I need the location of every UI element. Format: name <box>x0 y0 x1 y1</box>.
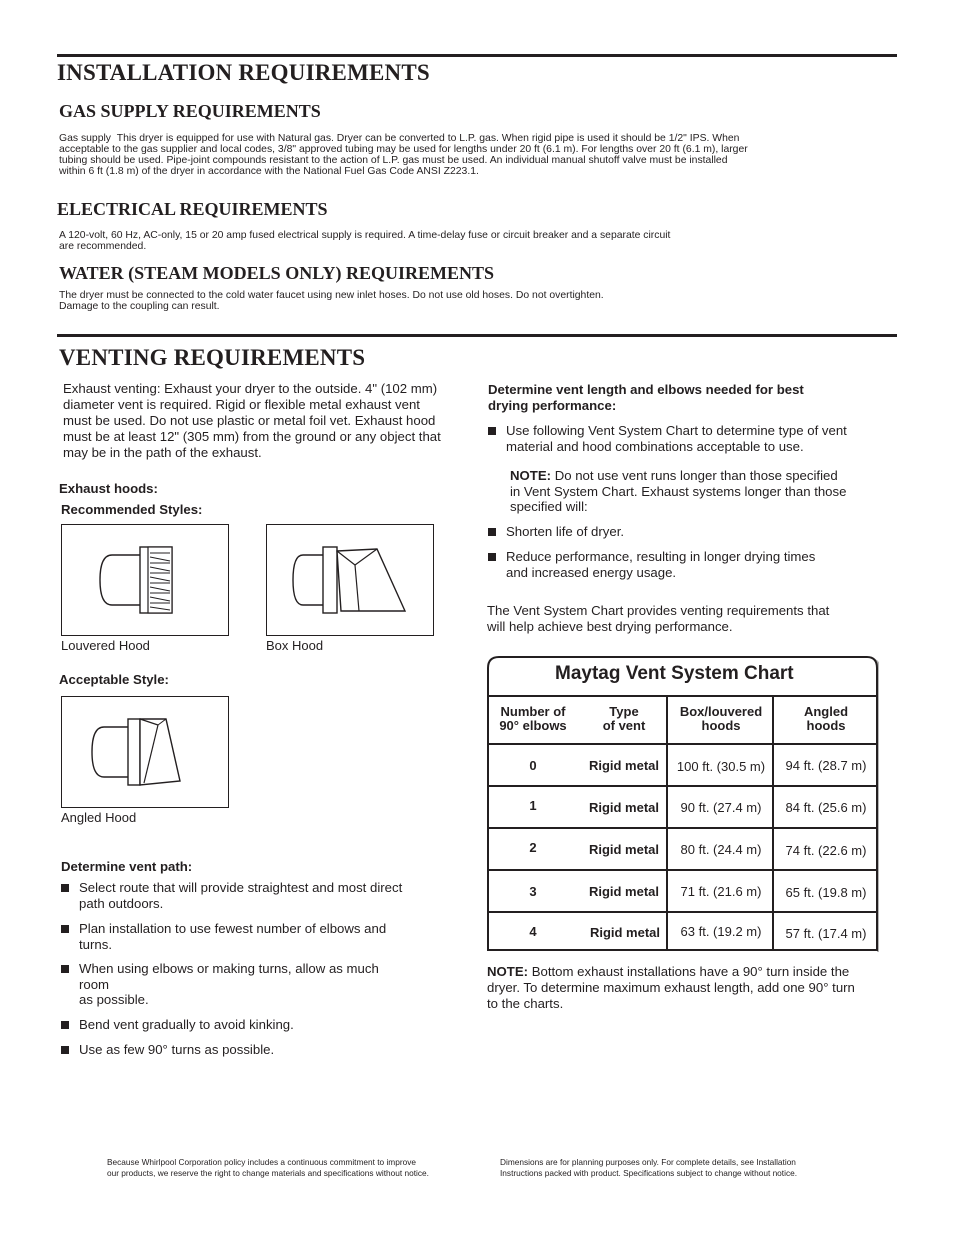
header-line: Number of <box>500 704 566 719</box>
chart-cell-box-louvered: 63 ft. (19.2 m) <box>680 924 762 939</box>
water-line-1: Damage to the coupling can result. <box>59 301 220 312</box>
bullet-text <box>506 549 815 580</box>
footer-line: our products, we reserve the right to change materials and specifications without notice. <box>107 1167 429 1178</box>
bullet-square-icon <box>61 1046 69 1054</box>
chart-intro-line: will help achieve best drying performance. <box>487 619 733 634</box>
gas-heading: GAS SUPPLY REQUIREMENTS <box>59 101 321 121</box>
bullet-line: Plan installation to use fewest number of elbows and <box>79 921 387 936</box>
bullet-square-icon <box>61 884 69 892</box>
chart-header-type <box>580 705 668 733</box>
gas-lead: Gas supply <box>59 133 111 144</box>
gas-line-0 <box>59 133 739 144</box>
vent-path-bullet-4 <box>61 1042 461 1060</box>
chart-cell-elbows: 4 <box>529 924 537 939</box>
angled-hood-image <box>61 696 229 808</box>
note-line: to the charts. <box>487 996 564 1011</box>
vent-length-bullet-0 <box>488 423 888 457</box>
chart-cell-angled: 74 ft. (22.6 m) <box>785 843 867 858</box>
vent-length-bullet-2 <box>488 549 888 583</box>
water-line-0: The dryer must be connected to the cold water faucet using new inlet hoses. Do not use old hoses. Do not overtighten. <box>59 290 604 301</box>
note-line: dryer. To determine maximum exhaust length, add one 90° turn <box>487 980 855 995</box>
chart-header-box-louvered <box>668 705 774 733</box>
recommended-styles-label: Recommended Styles: <box>61 502 203 517</box>
chart-cell-type: Rigid metal <box>588 884 660 899</box>
chart-cell-angled: 94 ft. (28.7 m) <box>785 758 867 773</box>
bullet-line: as possible. <box>79 992 149 1007</box>
chart-cell-elbows: 1 <box>529 798 537 813</box>
bullet-line: Select route that will provide straightest and most direct <box>79 880 403 895</box>
chart-cell-box-louvered: 100 ft. (30.5 m) <box>676 759 766 774</box>
header-line: Box/louvered <box>679 704 763 719</box>
angled-hood-caption: Angled Hood <box>61 810 137 825</box>
bullet-text <box>79 880 402 911</box>
intro-line-4: may be in the path of the exhaust. <box>63 445 262 460</box>
header-line: hoods <box>806 718 846 733</box>
bullet-text <box>506 423 847 454</box>
chart-cell-box-louvered: 90 ft. (27.4 m) <box>680 800 762 815</box>
box-hood-caption: Box Hood <box>266 638 324 653</box>
note-line: in Vent System Chart. Exhaust systems longer than those <box>510 483 847 499</box>
chart-cell-elbows: 2 <box>529 840 537 855</box>
chart-header-elbows <box>489 705 577 733</box>
box-hood-image <box>266 524 434 636</box>
chart-cell-box-louvered: 71 ft. (21.6 m) <box>680 884 762 899</box>
bullet-text: Shorten life of dryer. <box>506 524 625 539</box>
header-line: Angled <box>803 704 849 719</box>
vent-path-bullet-0 <box>61 880 461 914</box>
footer-line: Instructions packed with product. Specifications subject to change without notice. <box>500 1167 798 1178</box>
bullet-text <box>79 921 386 952</box>
note-line: Do not use vent runs longer than those specified <box>551 468 838 483</box>
installation-title: INSTALLATION REQUIREMENTS <box>57 60 430 85</box>
chart-cell-box-louvered: 80 ft. (24.4 m) <box>680 842 762 857</box>
bullet-line: material and hood combinations acceptable to use. <box>506 438 804 454</box>
chart-header-angled <box>774 705 878 733</box>
electrical-line-1: are recommended. <box>59 241 147 252</box>
intro-line-0: Exhaust venting: Exhaust your dryer to the outside. 4" (102 mm) <box>63 381 438 396</box>
chart-cell-angled: 84 ft. (25.6 m) <box>785 800 867 815</box>
bullet-square-icon <box>61 965 69 973</box>
electrical-heading: ELECTRICAL REQUIREMENTS <box>57 199 328 219</box>
electrical-line-0: A 120-volt, 60 Hz, AC-only, 15 or 20 amp fused electrical supply is required. A time-delay fuse or circuit breaker and a separate circuit <box>59 230 671 241</box>
vent-length-bullet-1 <box>488 524 888 542</box>
chart-cell-elbows: 0 <box>529 758 537 773</box>
vent-length-heading <box>488 382 888 414</box>
footer-line: Because Whirlpool Corporation policy includes a continuous commitment to improve <box>107 1157 416 1167</box>
footer-left <box>107 1157 429 1178</box>
vent-path-bullet-2 <box>61 961 461 1011</box>
header-line: of vent <box>602 718 646 733</box>
bullet-square-icon <box>61 925 69 933</box>
gas-line-1: acceptable to the gas supplier and local codes, 3/8" approved tubing may be used for lengths under 20 ft (6.1 m). For lengths over 20 ft (6.1 m), larger <box>59 144 748 155</box>
vent-path-bullet-3 <box>61 1017 461 1035</box>
header-line: hoods <box>701 718 741 733</box>
venting-title: VENTING REQUIREMENTS <box>59 345 366 370</box>
bullet-text: Use as few 90° turns as possible. <box>79 1042 275 1057</box>
bullet-square-icon <box>488 427 496 435</box>
chart-cell-angled: 57 ft. (17.4 m) <box>785 926 867 941</box>
note-label: NOTE: <box>510 468 552 483</box>
bullet-line: turns. <box>79 936 112 952</box>
heading-line: drying performance: <box>488 398 617 413</box>
chart-title: Maytag Vent System Chart <box>555 663 794 684</box>
bullet-square-icon <box>61 1021 69 1029</box>
header-line: 90° elbows <box>499 718 567 733</box>
louvered-hood-image <box>61 524 229 636</box>
exhaust-hoods-label: Exhaust hoods: <box>59 481 158 496</box>
note-line: Bottom exhaust installations have a 90° turn inside the <box>528 964 850 979</box>
venting-intro <box>63 381 483 461</box>
acceptable-style-label: Acceptable Style: <box>59 672 169 687</box>
bullet-line: room <box>79 976 110 992</box>
vent-length-note <box>510 468 890 515</box>
vent-path-bullet-1 <box>61 921 461 955</box>
chart-cell-elbows: 3 <box>529 884 537 899</box>
note-label: NOTE: <box>487 964 529 979</box>
chart-cell-type: Rigid metal <box>589 925 661 940</box>
footer-line: Dimensions are for planning purposes only. For complete details, see Installation <box>500 1157 796 1167</box>
note-line: specified will: <box>510 499 588 514</box>
header-line: Type <box>609 704 639 719</box>
chart-intro <box>487 603 887 635</box>
water-heading: WATER (STEAM MODELS ONLY) REQUIREMENTS <box>59 263 495 283</box>
bullet-line: Reduce performance, resulting in longer drying times <box>506 549 816 564</box>
angled-hood-drawing <box>62 697 228 807</box>
top-divider <box>57 54 897 57</box>
louvered-hood-caption: Louvered Hood <box>61 638 150 653</box>
bottom-exhaust-note <box>487 964 897 1012</box>
bullet-square-icon <box>488 553 496 561</box>
heading-line: Determine vent length and elbows needed for best <box>488 382 804 397</box>
venting-divider <box>57 334 897 337</box>
chart-cell-type: Rigid metal <box>588 842 660 857</box>
bullet-line: and increased energy usage. <box>506 564 677 580</box>
intro-line-2: must be used. Do not use plastic or metal foil vet. Exhaust hood <box>63 413 436 428</box>
louvered-hood-drawing <box>62 525 228 635</box>
chart-cell-type: Rigid metal <box>588 758 660 773</box>
chart-cell-type: Rigid metal <box>588 800 660 815</box>
footer-right <box>500 1157 797 1178</box>
chart-cell-angled: 65 ft. (19.8 m) <box>785 885 867 900</box>
bullet-line: Use following Vent System Chart to determine type of vent <box>506 423 847 438</box>
bullet-line: path outdoors. <box>79 895 164 911</box>
gas-text-0: This dryer is equipped for use with Natural gas. Dryer can be converted to L.P. gas. When rigid pipe is used it should be 1/2" IPS. When <box>116 133 740 144</box>
gas-line-3: within 6 ft (1.8 m) of the dryer in accordance with the National Fuel Gas Code ANSI Z223.1. <box>59 166 479 177</box>
intro-line-3: must be at least 12" (305 mm) from the ground or any object that <box>63 429 441 444</box>
bullet-text: Bend vent gradually to avoid kinking. <box>79 1017 294 1032</box>
intro-line-1: diameter vent is required. Rigid or flexible metal exhaust vent <box>63 397 420 412</box>
vent-path-heading: Determine vent path: <box>61 859 193 874</box>
bullet-line: When using elbows or making turns, allow as much <box>79 961 379 976</box>
bullet-square-icon <box>488 528 496 536</box>
box-hood-drawing <box>267 525 433 635</box>
chart-intro-line: The Vent System Chart provides venting requirements that <box>487 603 830 618</box>
gas-line-2: tubing should be used. Pipe-joint compounds resistant to the action of L.P. gas must be used. An individual manual shutoff valve must be installed <box>59 155 728 166</box>
bullet-text <box>79 961 379 1008</box>
